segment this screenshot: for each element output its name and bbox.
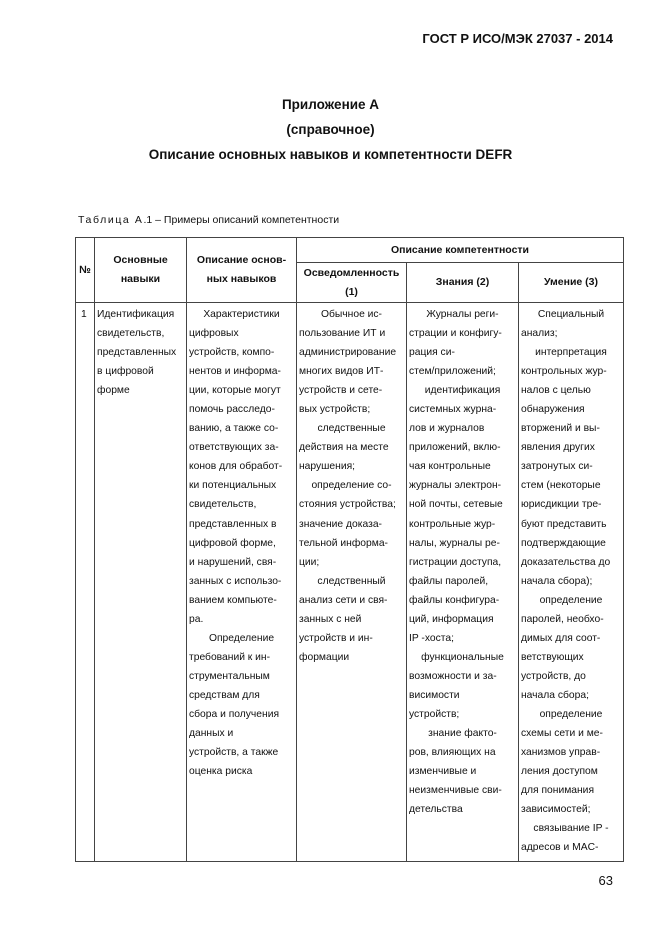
cell-line: рация си-	[409, 347, 455, 359]
cell-line: адресов и MAC-	[521, 842, 599, 854]
cell-line: ления доступом	[521, 766, 598, 778]
cell-line: зависимостей;	[521, 804, 591, 816]
cell-line: ции, которые могут	[189, 385, 281, 397]
cell-line: определение	[539, 708, 603, 720]
cell-paragraph	[409, 724, 516, 819]
cell-line: помочь расследо-	[189, 404, 275, 416]
cell-line: контрольные жур-	[409, 518, 496, 530]
cell-line: Обычное ис-	[320, 309, 382, 320]
cell-line: Специальный	[537, 309, 605, 320]
cell-line: ответствующих за-	[189, 442, 279, 454]
cell-line: нентов и информа-	[189, 366, 281, 378]
cell-line: знание факто-	[428, 728, 497, 740]
cell-line: буют представить	[521, 518, 607, 530]
header-awareness: Осведомленность (1)	[297, 263, 407, 303]
table-caption	[78, 214, 339, 226]
header-knowledge: Знания (2)	[407, 263, 519, 303]
cell-ability	[519, 303, 624, 862]
cell-line: анализ сети и свя-	[299, 594, 388, 606]
cell-line: страции и конфигу-	[409, 328, 502, 340]
cell-line: схемы сети и ме-	[521, 728, 603, 740]
cell-line: начала сбора;	[521, 689, 589, 701]
cell-line: стояния устройства;	[299, 499, 396, 511]
cell-line: устройств;	[409, 708, 460, 720]
cell-line: ванию, а также со-	[189, 423, 279, 435]
header-ability: Умение (3)	[519, 263, 624, 303]
cell-skill-description	[187, 303, 297, 862]
cell-line: файлы паролей,	[409, 575, 489, 587]
appendix-title: Приложение А	[281, 97, 380, 112]
cell-line: юрисдикции тре-	[521, 499, 602, 511]
cell-line: ки потенциальных	[189, 480, 277, 492]
cell-line: стем/приложений;	[409, 366, 496, 378]
cell-line: данных и	[189, 728, 234, 740]
header-competence-description: Описание компетентности	[297, 238, 624, 263]
cell-line: следственный	[317, 575, 386, 587]
cell-line: анализ;	[521, 328, 558, 340]
cell-line: следственные	[317, 423, 386, 435]
cell-line: ра.	[189, 613, 204, 625]
page-number: 63	[598, 873, 613, 888]
cell-line: IP -хоста;	[409, 632, 454, 644]
cell-line: вых устройств;	[299, 404, 371, 416]
cell-line: администрирование	[299, 347, 397, 359]
cell-line: устройств и сете-	[299, 385, 383, 397]
cell-line: действия на месте	[299, 442, 389, 454]
cell-paragraph	[409, 381, 516, 648]
cell-line: неизменчивые сви-	[409, 785, 502, 797]
appendix-heading: Описание основных навыков и компетентности DEFR	[148, 147, 513, 162]
cell-line: журналы электрон-	[409, 480, 502, 492]
cell-line: занных с использо-	[189, 575, 282, 587]
cell-line: устройств и ин-	[299, 632, 373, 644]
cell-line: устройств, компо-	[189, 347, 275, 359]
cell-line: занных с ней	[299, 613, 362, 625]
cell-line: системных журна-	[409, 404, 497, 416]
document-header: ГОСТ Р ИСО/МЭК 27037 - 2014	[422, 31, 613, 46]
cell-line: Определение	[208, 632, 275, 644]
cell-line: конов для обработ-	[189, 461, 283, 473]
cell-paragraph	[521, 305, 621, 343]
cell-line: представленных	[97, 347, 177, 359]
cell-line: подтверждающие	[521, 537, 606, 549]
cell-line: налов с целью	[521, 385, 591, 397]
cell-line: лов и журналов	[409, 423, 485, 435]
cell-line: ханизмов управ-	[521, 747, 601, 759]
cell-line: тельной информа-	[299, 537, 388, 549]
cell-paragraph	[189, 305, 294, 629]
cell-line: явления других	[521, 442, 595, 454]
cell-line: детельства	[409, 804, 463, 816]
cell-line: паролей, необхо-	[521, 613, 604, 625]
header-skills: Основные навыки	[95, 238, 187, 303]
table-row	[76, 303, 624, 862]
cell-line: интерпретация	[535, 347, 607, 359]
cell-paragraph	[521, 591, 621, 705]
cell-line: обнаружения	[521, 404, 585, 416]
cell-line: формации	[299, 651, 350, 663]
cell-paragraph	[299, 419, 404, 476]
cell-line: требований к ин-	[189, 651, 271, 663]
cell-paragraph	[189, 629, 294, 781]
cell-line: начала сбора);	[521, 575, 593, 587]
table-caption-rest: .1 – Примеры описаний компетентности	[143, 214, 340, 226]
cell-line: возможности и за-	[409, 670, 497, 682]
cell-skills	[95, 303, 187, 862]
cell-line: ной почты, сетевые	[409, 499, 503, 511]
cell-line: устройств, до	[521, 670, 586, 682]
cell-line: и нарушений, свя-	[189, 556, 277, 568]
cell-line: чая контрольные	[409, 461, 491, 473]
cell-paragraph	[521, 343, 621, 591]
cell-line: контрольных жур-	[521, 366, 607, 378]
cell-line: ций, информация	[409, 613, 494, 625]
header-num: №	[76, 238, 95, 303]
cell-line: оценка риска	[189, 766, 253, 778]
cell-line: изменчивые и	[409, 766, 477, 778]
cell-paragraph	[409, 305, 516, 381]
cell-line: димых для соот-	[521, 632, 601, 644]
cell-paragraph	[299, 476, 404, 571]
cell-paragraph	[299, 305, 404, 419]
cell-line: средствам для	[189, 689, 260, 701]
cell-paragraph	[521, 705, 621, 819]
cell-line: файлы конфигура-	[409, 594, 500, 606]
cell-line: многих видов ИТ-	[299, 366, 384, 378]
cell-line: стем (некоторые	[521, 480, 601, 492]
cell-line: ров, влияющих на	[409, 747, 496, 759]
cell-paragraph	[409, 648, 516, 724]
cell-line: определение	[539, 594, 603, 606]
cell-line: идентификация	[424, 385, 501, 397]
cell-line: в цифровой	[97, 366, 154, 378]
cell-line: вторжений и вы-	[521, 423, 600, 435]
cell-awareness	[297, 303, 407, 862]
cell-line: устройств, а также	[189, 747, 279, 759]
cell-line: Журналы реги-	[426, 309, 499, 320]
cell-line: связывание IP -	[533, 823, 609, 835]
header-skill-description: Описание основ-ных навыков	[187, 238, 297, 303]
cell-line: висимости	[409, 689, 460, 701]
cell-line: ветствующих	[521, 651, 584, 663]
cell-line: свидетельств,	[189, 499, 257, 511]
cell-line: ванием компьюте-	[189, 594, 277, 606]
cell-line: сбора и получения	[189, 708, 280, 720]
cell-line: цифровой форме,	[189, 537, 276, 549]
cell-line: налы, журналы ре-	[409, 537, 500, 549]
cell-line: форме	[97, 385, 130, 397]
cell-line: значение доказа-	[299, 518, 382, 530]
row-number: 1	[76, 303, 95, 862]
cell-line: струментальным	[189, 670, 270, 682]
table-caption-prefix: Таблица А	[78, 214, 144, 226]
cell-line: цифровых	[189, 328, 239, 340]
cell-line: нарушения;	[299, 461, 356, 473]
cell-line: ции;	[299, 556, 320, 568]
cell-line: доказательства до	[521, 556, 611, 568]
cell-line: Идентификация	[97, 309, 175, 320]
appendix-subtitle: (справочное)	[286, 122, 375, 137]
cell-paragraph	[299, 572, 404, 667]
cell-line: функциональные	[421, 651, 504, 663]
cell-line: приложений, вклю-	[409, 442, 501, 454]
cell-line: гистрации доступа,	[409, 556, 502, 568]
cell-line: затронутых си-	[521, 461, 593, 473]
cell-line: определение со-	[311, 480, 392, 492]
cell-line: свидетельств,	[97, 328, 165, 340]
cell-line: пользование ИТ и	[299, 328, 386, 340]
cell-line: для понимания	[521, 785, 595, 797]
cell-line: представленных в	[189, 518, 277, 530]
cell-line: Характеристики	[203, 309, 280, 320]
cell-knowledge	[407, 303, 519, 862]
competence-table	[75, 237, 624, 862]
cell-paragraph	[521, 819, 621, 857]
